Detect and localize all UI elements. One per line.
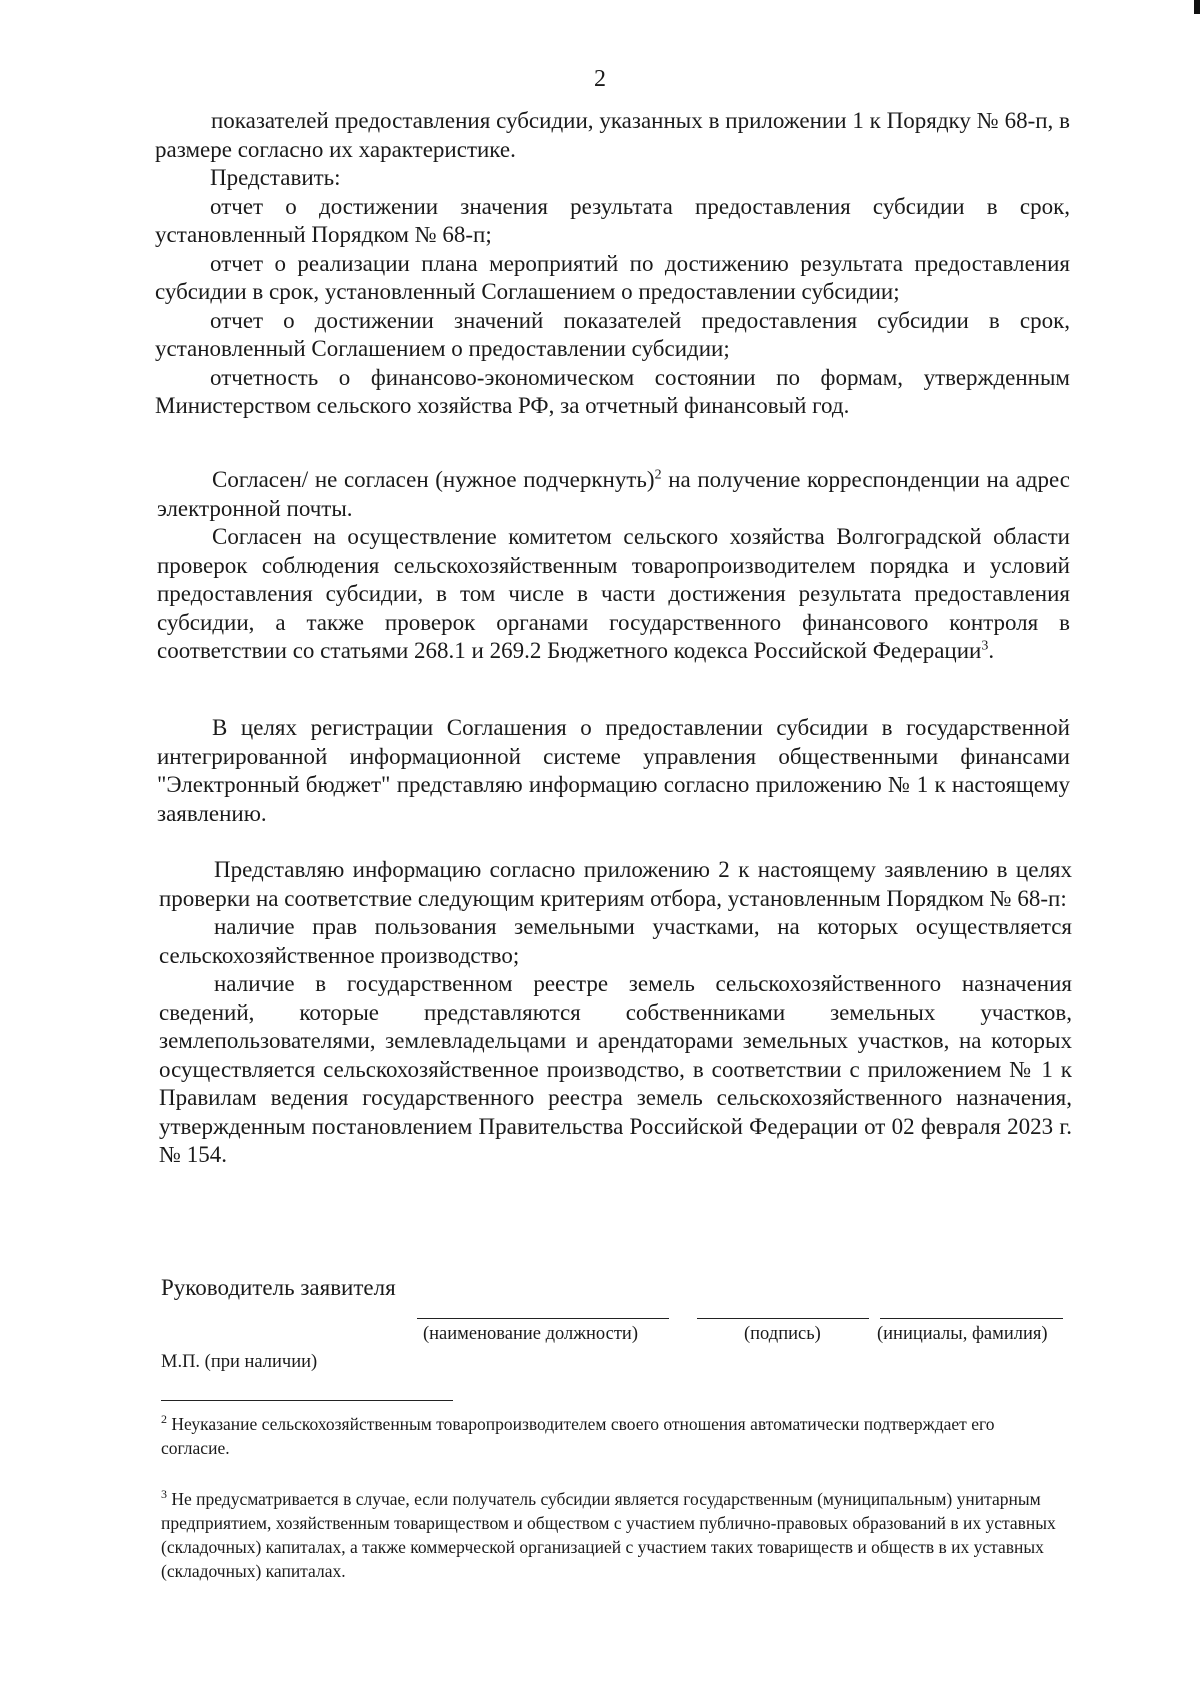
section-consent xyxy=(157,466,1070,666)
paragraph-land-rights: наличие прав пользования земельными участками, на которых осуществляется сельскохозяйственное производство; xyxy=(159,914,1072,968)
initials-signature-line xyxy=(880,1318,1063,1319)
footnote-3 xyxy=(161,1487,1066,1583)
paragraph-financial-reporting: отчетность о финансово-экономическом состоянии по формам, утвержденным Министерством сельского хозяйства РФ, за отчетный финансовый год. xyxy=(155,364,1070,418)
position-caption: (наименование должности) xyxy=(423,1324,638,1344)
paragraph-email-consent xyxy=(157,466,1070,523)
paragraph-report-indicators: отчет о достижении значений показателей предоставления субсидии в срок, установленный Соглашением о предоставлении субсидии; xyxy=(155,307,1070,361)
page-number: 2 xyxy=(594,66,606,92)
email-consent-text: Согласен/ не согласен (нужное подчеркнуть) xyxy=(212,467,655,492)
footnote-ref-2: 2 xyxy=(654,467,662,483)
paragraph-electronic-budget: В целях регистрации Соглашения о предоставлении субсидии в государственной интегрированной информационной системе управления общественными финансами "Электронный бюджет" представляю информацию согласно приложению № 1 к настоящему заявлению. xyxy=(157,715,1070,826)
scan-edge-mark xyxy=(1194,0,1200,14)
signature-line xyxy=(697,1318,869,1319)
head-of-applicant-label: Руководитель заявителя xyxy=(161,1275,396,1300)
section-registration xyxy=(157,714,1070,828)
paragraph-indicators: показателей предоставления субсидии, указанных в приложении 1 к Порядку № 68-п, в размере согласно их характеристике. xyxy=(155,108,1070,162)
section-reporting xyxy=(155,107,1070,421)
footnote-2-text: Неуказание сельскохозяйственным товаропроизводителем своего отношения автоматически подтверждает его согласие. xyxy=(161,1414,995,1458)
footnote-separator xyxy=(161,1400,453,1401)
position-signature-line xyxy=(417,1318,669,1319)
paragraph-criteria-intro: Представляю информацию согласно приложению 2 к настоящему заявлению в целях проверки на соответствие следующим критериям отбора, установленным Порядком № 68-п: xyxy=(159,857,1072,911)
initials-caption: (инициалы, фамилия) xyxy=(877,1324,1048,1344)
inspection-consent-text: Согласен на осуществление комитетом сельского хозяйства Волгоградской области проверок соблюдения сельскохозяйственным товаропроизводителем порядка и условий предоставления субсидии, в том числе в части достижения результата предоставления субсидии, а также проверок органами государственного финансового контроля в соответствии со статьями 268.1 и 269.2 Бюджетного кодекса Российской Федерации xyxy=(157,524,1070,663)
paragraph-submit-heading: Представить: xyxy=(210,165,341,190)
footnote-2-mark: 2 xyxy=(161,1412,167,1427)
section-criteria xyxy=(159,856,1072,1170)
footnote-2 xyxy=(161,1412,1066,1460)
paragraph-land-registry: наличие в государственном реестре земель сельскохозяйственного назначения сведений, которые представляются собственниками земельных участков, землепользователями, землевладельцами и арендаторами земельных участков, на которых осуществляется сельскохозяйственное производство, в соответствии с приложением № 1 к Правилам ведения государственного реестра земель сельскохозяйственного назначения, утвержденным постановлением Правительства Российской Федерации от 02 февраля 2023 г. № 154. xyxy=(159,971,1072,1167)
stamp-note: М.П. (при наличии) xyxy=(161,1352,318,1372)
footnote-3-text: Не предусматривается в случае, если получатель субсидии является государственным (муниципальным) унитарным предприятием, хозяйственным товариществом и обществом с участием публично-правовых образований в их уставных (складочных) капиталах, а также коммерческой организацией с участием таких товариществ и обществ в их уставных (складочных) капиталах. xyxy=(161,1489,1056,1581)
paragraph-inspection-consent xyxy=(157,523,1070,666)
paragraph-report-plan: отчет о реализации плана мероприятий по достижению результата предоставления субсидии в срок, установленный Соглашением о предоставлении субсидии; xyxy=(155,250,1070,304)
footnote-3-mark: 3 xyxy=(161,1487,167,1502)
signature-caption: (подпись) xyxy=(744,1324,821,1344)
email-consent-text-end: на получение корреспонденции на адрес электронной почты. xyxy=(157,467,1070,521)
footnote-ref-3: 3 xyxy=(981,638,989,654)
inspection-consent-text-end: . xyxy=(988,638,995,663)
paragraph-report-result: отчет о достижении значения результата предоставления субсидии в срок, установленный Порядком № 68-п; xyxy=(155,193,1070,247)
